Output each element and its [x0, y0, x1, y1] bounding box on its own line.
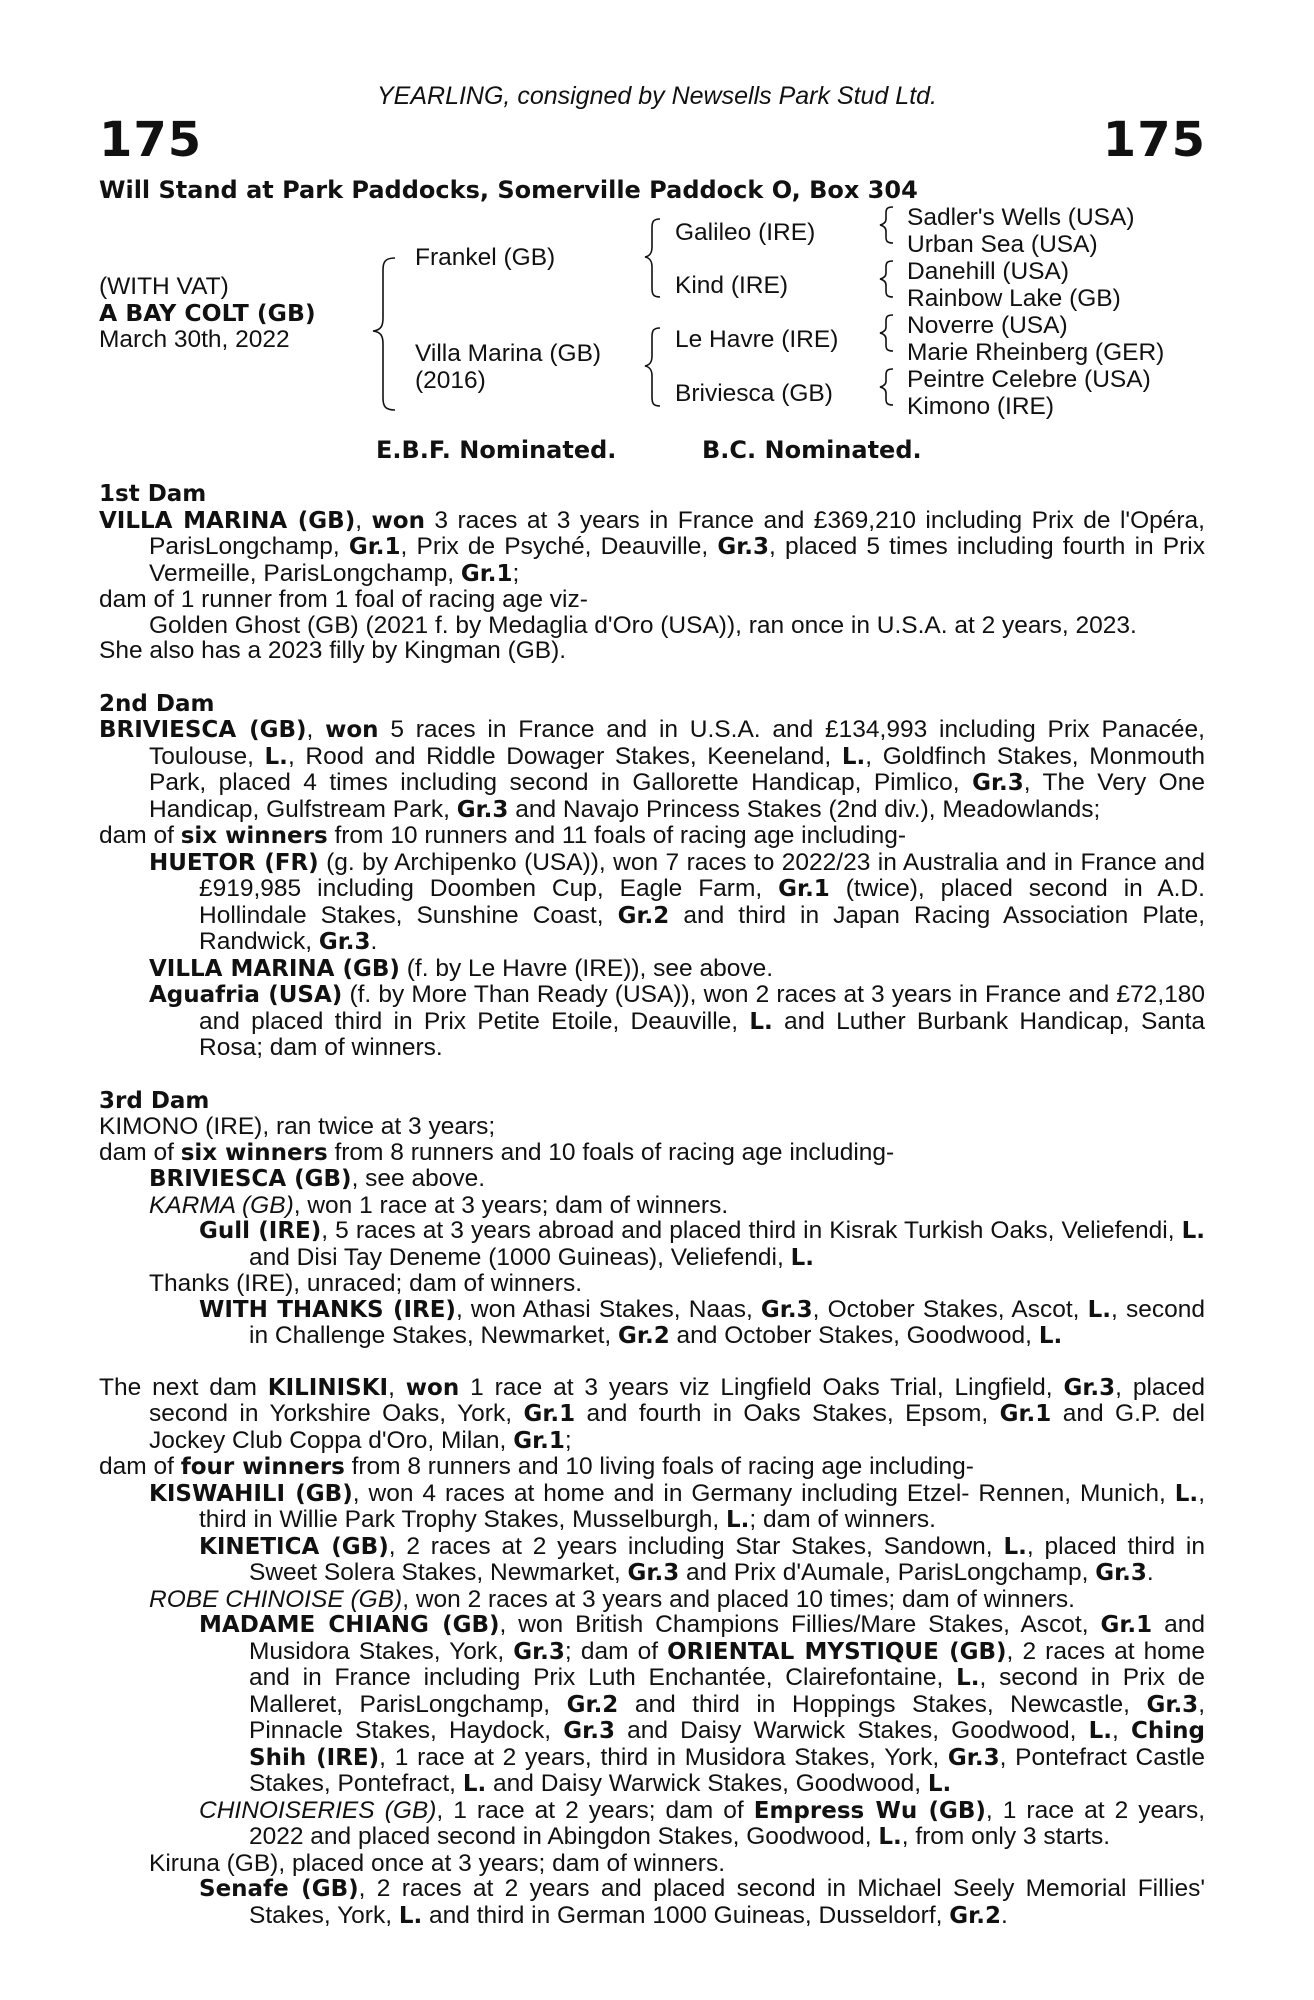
- bold-text-run: Gr.3: [627, 1560, 680, 1586]
- bold-text-run: Empress Wu (GB): [753, 1797, 986, 1824]
- bold-text-run: Gr.2: [566, 1691, 619, 1718]
- next-dam-produce-intro: [99, 1454, 1205, 1481]
- ancestor-4: Rainbow Lake (GB): [907, 285, 1121, 312]
- text-run: , 1 race at 2 years, third in Musidora Stakes, York,: [379, 1743, 948, 1771]
- bold-text-run: six winners: [180, 1139, 328, 1166]
- produce-entry: [199, 1532, 1205, 1587]
- text-run: ,: [355, 506, 372, 534]
- bracket-g4: [880, 369, 893, 405]
- text-run: Golden Ghost (GB) (2021 f. by Medaglia d'Oro (USA)), ran once in U.S.A. at 2 years, 2023.: [149, 611, 1137, 639]
- text-run: .: [1000, 1901, 1008, 1929]
- bold-text-run: Gr.3: [1063, 1374, 1116, 1401]
- sire-dam: Kind (IRE): [675, 272, 789, 299]
- produce-note: [99, 638, 1205, 664]
- bold-text-run: BRIVIESCA (GB): [149, 1166, 352, 1192]
- text-run: , won 4 races at home and in Germany including Etzel- Rennen, Munich,: [352, 1479, 1175, 1507]
- bold-text-run: HUETOR (FR): [149, 849, 319, 876]
- text-run: and Daisy Warwick Stakes, Goodwood,: [486, 1770, 928, 1797]
- bold-text-run: Gr.1: [999, 1401, 1052, 1427]
- bold-text-run: L.: [725, 1507, 750, 1533]
- vat-note: (WITH VAT): [99, 273, 229, 300]
- text-run: and Navajo Princess Stakes (2nd div.), Meadowlands;: [508, 795, 1101, 823]
- bracket-main: [373, 258, 395, 410]
- bold-text-run: Gr.2: [949, 1902, 1001, 1929]
- bold-text-run: KISWAHILI (GB): [149, 1480, 353, 1507]
- bold-text-run: KILINISKI: [267, 1374, 389, 1401]
- text-run: (f. by More Than Ready (USA)), won 2 races at 3 years in France and £72,180 and placed third in Prix Petite Etoile, Deauville,: [199, 981, 1205, 1035]
- text-run: from 10 runners and 11 foals of racing age including-: [327, 822, 907, 849]
- text-run: , Goldfinch Stakes, Monmouth Park, placed 4 times including second in Gallorette Handicap, Pimlico,: [149, 742, 1205, 796]
- text-run: ; dam of: [564, 1637, 668, 1665]
- italic-text-run: ROBE CHINOISE (GB): [149, 1585, 403, 1613]
- lot-number-right: 175: [1102, 112, 1206, 168]
- text-run: and Prix d'Aumale, ParisLongchamp,: [679, 1559, 1096, 1586]
- italic-text-run: KARMA (GB): [149, 1191, 294, 1219]
- text-run: , 1 race at 2 years, 2022 and placed second in Abingdon Stakes, Goodwood,: [249, 1796, 1206, 1850]
- bold-text-run: VILLA MARINA (GB): [99, 507, 356, 534]
- bold-text-run: VILLA MARINA (GB): [149, 955, 400, 982]
- dam-dam: Briviesca (GB): [675, 380, 833, 407]
- bold-text-run: Senafe (GB): [199, 1876, 359, 1902]
- italic-text-run: CHINOISERIES (GB): [199, 1796, 437, 1824]
- lot-number-left: 175: [99, 112, 203, 168]
- bold-text-run: L.: [1181, 1218, 1205, 1244]
- bold-text-run: Gr.3: [972, 770, 1024, 796]
- text-run: and Luther Burbank Handicap, Santa Rosa; dam of winners.: [199, 1007, 1206, 1061]
- produce-entry: [149, 1851, 1205, 1877]
- consignment-line: YEARLING, consigned by Newsells Park Stud Ltd.: [377, 82, 937, 110]
- text-run: She also has a 2023 filly by Kingman (GB).: [99, 637, 567, 664]
- bold-text-run: L.: [398, 1902, 423, 1929]
- text-run: , The Very One Handicap, Gulfstream Park,: [149, 769, 1205, 823]
- bold-text-run: L.: [956, 1665, 980, 1691]
- ancestor-6: Marie Rheinberg (GER): [907, 339, 1165, 366]
- bold-text-run: L.: [1088, 1718, 1113, 1744]
- text-run: from 8 runners and 10 foals of racing age including-: [327, 1138, 895, 1166]
- bracket-dam: [645, 328, 660, 406]
- text-run: , October Stakes, Ascot,: [812, 1295, 1088, 1323]
- text-run: , 2 races at home and in France including Prix Luth Enchantée, Clairefontaine,: [249, 1637, 1205, 1691]
- text-run: and third in Hoppings Stakes, Newcastle,: [618, 1690, 1147, 1718]
- bold-text-run: MADAME CHIANG (GB): [199, 1612, 500, 1638]
- dam: Villa Marina (GB): [415, 340, 602, 367]
- text-run: Thanks (IRE), unraced; dam of winners.: [149, 1270, 583, 1297]
- bold-text-run: Gr.3: [1095, 1560, 1147, 1586]
- text-run: (f. by Le Havre (IRE)), see above.: [399, 954, 774, 982]
- bold-text-run: Gr.3: [456, 796, 509, 823]
- text-run: The next dam: [99, 1373, 268, 1401]
- subject-name: A BAY COLT (GB): [99, 299, 316, 327]
- bold-text-run: L.: [1087, 1296, 1112, 1323]
- bold-text-run: Gr.3: [717, 534, 770, 560]
- text-run: , 1 race at 2 years; dam of: [436, 1796, 754, 1824]
- bold-text-run: Gr.2: [617, 902, 670, 929]
- produce-entry: [149, 611, 1205, 639]
- next-dam-record: [99, 1373, 1206, 1455]
- bold-text-run: Gr.3: [947, 1744, 1000, 1771]
- second-dam-produce-intro: [99, 823, 1205, 850]
- bold-text-run: L.: [878, 1824, 902, 1850]
- sire-sire: Galileo (IRE): [675, 219, 816, 246]
- first-dam-produce-intro: [99, 587, 1205, 613]
- catalogue-body: [99, 482, 1205, 1929]
- bold-text-run: Gr.2: [618, 1323, 670, 1349]
- produce-entry: [149, 1165, 1205, 1193]
- text-run: dam of: [99, 1138, 181, 1166]
- produce-entry: [199, 1217, 1205, 1271]
- foaling-date: March 30th, 2022: [99, 326, 290, 353]
- produce-entry: [149, 954, 1205, 983]
- bracket-g2: [880, 261, 893, 297]
- text-run: (g. by Archipenko (USA)), won 7 races to 2022/23 in Australia and in France and £919,985 including Doomben Cup, Eagle Farm,: [199, 848, 1205, 902]
- text-run: , Rood and Riddle Dowager Stakes, Keeneland,: [287, 742, 842, 770]
- ancestor-5: Noverre (USA): [907, 312, 1068, 339]
- bc-nomination: B.C. Nominated.: [702, 436, 922, 464]
- bold-text-run: won: [371, 507, 425, 534]
- produce-entry: [149, 1191, 1205, 1219]
- produce-entry: [199, 1875, 1205, 1929]
- bold-text-run: KINETICA (GB): [199, 1533, 389, 1560]
- bracket-sire: [645, 219, 660, 297]
- text-run: Kiruna (GB), placed once at 3 years; dam of winners.: [149, 1849, 726, 1877]
- bold-text-run: L.: [1174, 1480, 1199, 1507]
- text-run: and Musidora Stakes, York,: [249, 1611, 1205, 1665]
- third-dam-heading: 3rd Dam: [99, 1087, 210, 1114]
- bold-text-run: Gr.1: [778, 876, 830, 902]
- ancestor-1: Sadler's Wells (USA): [907, 204, 1135, 231]
- text-run: , won 1 race at 3 years; dam of winners.: [293, 1191, 729, 1219]
- bold-text-run: Gr.3: [1146, 1691, 1199, 1718]
- third-dam-record: [99, 1114, 1205, 1140]
- text-run: from 8 runners and 10 living foals of racing age including-: [344, 1453, 974, 1480]
- produce-entry: [199, 1295, 1205, 1350]
- text-run: , second in Prix de Malleret, ParisLongchamp,: [249, 1664, 1205, 1718]
- text-run: and G.P. del Jockey Club Coppa d'Oro, Milan,: [149, 1400, 1205, 1454]
- bold-text-run: Aguafria (USA): [149, 982, 343, 1008]
- text-run: dam of 1 runner from 1 foal of racing age viz-: [99, 586, 588, 613]
- text-run: KIMONO (IRE), ran twice at 3 years;: [99, 1113, 496, 1140]
- text-run: , Prix de Psyché, Deauville,: [400, 533, 718, 560]
- ancestor-7: Peintre Celebre (USA): [907, 366, 1151, 393]
- bold-text-run: L.: [841, 743, 866, 770]
- bold-text-run: L.: [749, 1008, 773, 1035]
- bracket-g3: [880, 315, 893, 351]
- text-run: 1 race at 3 years viz Lingfield Oaks Trial, Lingfield,: [459, 1373, 1064, 1401]
- produce-entry: [199, 1796, 1206, 1851]
- bold-text-run: four winners: [180, 1454, 345, 1480]
- bold-text-run: L.: [264, 743, 288, 770]
- text-run: ,: [306, 716, 326, 743]
- ebf-nomination: E.B.F. Nominated.: [376, 436, 617, 464]
- bracket-g1: [880, 207, 893, 243]
- text-run: ,: [388, 1373, 406, 1401]
- bold-text-run: Gr.3: [318, 929, 371, 955]
- text-run: and Disi Tay Deneme (1000 Guineas), Veliefendi,: [249, 1243, 791, 1271]
- section-gap: [99, 1350, 1205, 1375]
- bold-text-run: Gr.3: [563, 1718, 615, 1744]
- sire: Frankel (GB): [415, 244, 556, 271]
- text-run: ; dam of winners.: [749, 1506, 936, 1533]
- bold-text-run: ORIENTAL MYSTIQUE (GB): [667, 1638, 1007, 1665]
- text-run: .: [1146, 1559, 1154, 1586]
- text-run: , 2 races at 2 years including Star Stakes, Sandown,: [388, 1532, 1004, 1560]
- bold-text-run: six winners: [180, 823, 328, 849]
- first-dam-record: [99, 506, 1205, 588]
- text-run: ;: [564, 1426, 572, 1454]
- text-run: , second in Challenge Stakes, Newmarket,: [249, 1295, 1205, 1349]
- second-dam-record: [99, 716, 1205, 823]
- text-run: , from only 3 starts.: [901, 1823, 1111, 1850]
- text-run: , 5 races at 3 years abroad and placed third in Kisrak Turkish Oaks, Veliefendi,: [321, 1217, 1182, 1244]
- produce-entry: [199, 1611, 1205, 1798]
- stand-location: Will Stand at Park Paddocks, Somerville Paddock O, Box 304: [99, 176, 918, 204]
- ancestor-2: Urban Sea (USA): [907, 231, 1098, 258]
- text-run: , third in Willie Park Trophy Stakes, Musselburgh,: [199, 1479, 1205, 1533]
- text-run: 5 races in France and in U.S.A. and £134,993 including Prix Panacée, Toulouse,: [149, 716, 1205, 770]
- text-run: and third in German 1000 Guineas, Dusseldorf,: [422, 1901, 950, 1929]
- dam-year: (2016): [415, 367, 486, 394]
- ancestor-3: Danehill (USA): [907, 258, 1070, 285]
- text-run: dam of: [99, 822, 181, 849]
- produce-entry: [149, 848, 1206, 956]
- text-run: and third in Japan Racing Association Plate, Randwick,: [199, 901, 1206, 955]
- text-run: .: [370, 928, 378, 955]
- bold-text-run: L.: [1003, 1533, 1027, 1560]
- produce-entry: [149, 981, 1206, 1061]
- bold-text-run: won: [325, 717, 379, 743]
- text-run: , won British Champions Fillies/Mare Stakes, Ascot,: [499, 1611, 1101, 1638]
- bold-text-run: BRIVIESCA (GB): [99, 717, 307, 743]
- bold-text-run: WITH THANKS (IRE): [199, 1296, 456, 1323]
- bold-text-run: Gr.1: [1100, 1612, 1153, 1638]
- bold-text-run: Gull (IRE): [199, 1218, 322, 1244]
- bold-text-run: Gr.3: [760, 1296, 813, 1323]
- text-run: , won Athasi Stakes, Naas,: [455, 1295, 761, 1323]
- bold-text-run: L.: [790, 1244, 814, 1271]
- bold-text-run: L.: [927, 1771, 952, 1797]
- text-run: ,: [1112, 1717, 1132, 1744]
- produce-entry: [149, 1479, 1205, 1534]
- first-dam-heading: 1st Dam: [99, 481, 207, 507]
- bold-text-run: Gr.1: [460, 560, 513, 587]
- bold-text-run: won: [405, 1374, 460, 1401]
- text-run: and October Stakes, Goodwood,: [669, 1322, 1039, 1349]
- text-run: , Pinnacle Stakes, Haydock,: [249, 1690, 1205, 1744]
- bold-text-run: Gr.1: [513, 1427, 565, 1454]
- bold-text-run: L.: [1038, 1323, 1063, 1349]
- bold-text-run: Gr.1: [523, 1401, 576, 1427]
- bold-text-run: L.: [462, 1771, 487, 1797]
- produce-entry: [149, 1271, 1205, 1297]
- text-run: , placed third in Sweet Solera Stakes, Newmarket,: [249, 1532, 1205, 1586]
- text-run: (twice), placed second in A.D. Hollindale Stakes, Sunshine Coast,: [199, 875, 1205, 929]
- text-run: and fourth in Oaks Stakes, Epsom,: [575, 1400, 1000, 1427]
- ancestor-8: Kimono (IRE): [907, 393, 1055, 420]
- text-run: , Pontefract Castle Stakes, Pontefract,: [249, 1743, 1205, 1797]
- text-run: ;: [512, 559, 520, 587]
- third-dam-produce-intro: [99, 1140, 1205, 1167]
- produce-entry: [149, 1585, 1205, 1613]
- bold-text-run: Gr.1: [348, 534, 401, 560]
- text-run: dam of: [99, 1453, 181, 1480]
- bold-text-run: Gr.3: [513, 1638, 565, 1665]
- text-run: , placed second in Yorkshire Oaks, York,: [149, 1373, 1206, 1427]
- dam-sire: Le Havre (IRE): [675, 326, 839, 353]
- text-run: , placed 5 times including fourth in Prix Vermeille, ParisLongchamp,: [149, 533, 1205, 587]
- text-run: and Daisy Warwick Stakes, Goodwood,: [614, 1717, 1089, 1744]
- text-run: , 2 races at 2 years and placed second in Michael Seely Memorial Fillies' Stakes, York,: [249, 1875, 1205, 1929]
- second-dam-heading: 2nd Dam: [99, 690, 215, 717]
- bold-text-run: Ching Shih (IRE): [249, 1718, 1205, 1771]
- text-run: , won 2 races at 3 years and placed 10 times; dam of winners.: [402, 1585, 1075, 1613]
- text-run: 3 races at 3 years in France and £369,210 including Prix de l'Opéra, ParisLongchamp,: [149, 506, 1205, 560]
- text-run: , see above.: [351, 1165, 486, 1192]
